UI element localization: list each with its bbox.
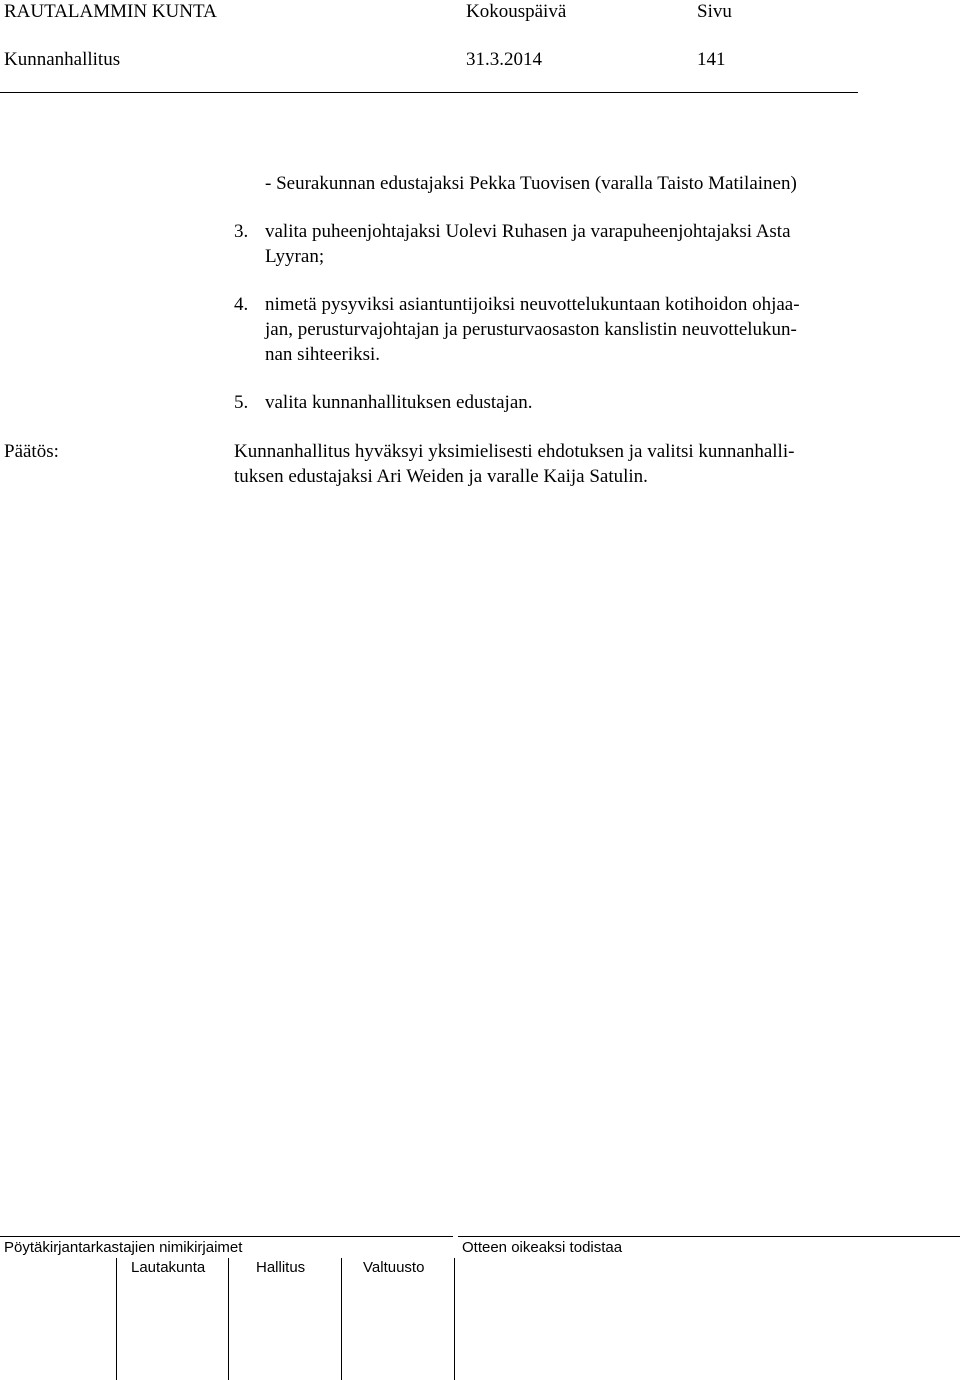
decision-label: Päätös: [4,441,59,462]
item-4-line-1: nimetä pysyviksi asiantuntijoiksi neuvottelukuntaan kotihoidon ohjaa- [265,294,800,315]
footer-column-divider [228,1258,229,1380]
item-4-line-2: jan, perusturvajohtajan ja perusturvaosaston kanslistin neuvottelukun- [265,319,797,340]
governing-body: Kunnanhallitus [4,49,121,70]
item-5-number: 5. [234,392,249,413]
header-divider [0,92,858,93]
page-label: Sivu [697,1,732,22]
item-3-line-2: Lyyran; [265,246,325,267]
item-3-line-1: valita puheenjohtajaksi Uolevi Ruhasen ja varapuheenjohtajaksi Asta [265,221,791,242]
page-number: 141 [697,49,726,70]
footer-column-divider [341,1258,342,1380]
signatures-label: Pöytäkirjantarkastajien nimikirjaimet [4,1239,243,1256]
decision-line-2: tuksen edustajaksi Ari Weiden ja varalle Kaija Satulin. [234,466,648,487]
item-3-number: 3. [234,221,249,242]
meeting-date: 31.3.2014 [466,49,542,70]
footer-column-divider [454,1258,455,1380]
meeting-date-label: Kokouspäivä [466,1,567,22]
item-4-line-3: nan sihteeriksi. [265,344,381,365]
item-4-number: 4. [234,294,249,315]
organization-name: RAUTALAMMIN KUNTA [4,1,217,22]
lautakunta-label: Lautakunta [131,1259,206,1276]
certified-copy-label: Otteen oikeaksi todistaa [462,1239,623,1256]
decision-line-1: Kunnanhallitus hyväksyi yksimielisesti ehdotuksen ja valitsi kunnanhalli- [234,441,795,462]
item-5-line-1: valita kunnanhallituksen edustajan. [265,392,533,413]
footer-column-divider [116,1258,117,1380]
valtuusto-label: Valtuusto [363,1259,425,1276]
hallitus-label: Hallitus [256,1259,306,1276]
dash-item: - Seurakunnan edustajaksi Pekka Tuovisen (varalla Taisto Matilainen) [265,173,797,194]
